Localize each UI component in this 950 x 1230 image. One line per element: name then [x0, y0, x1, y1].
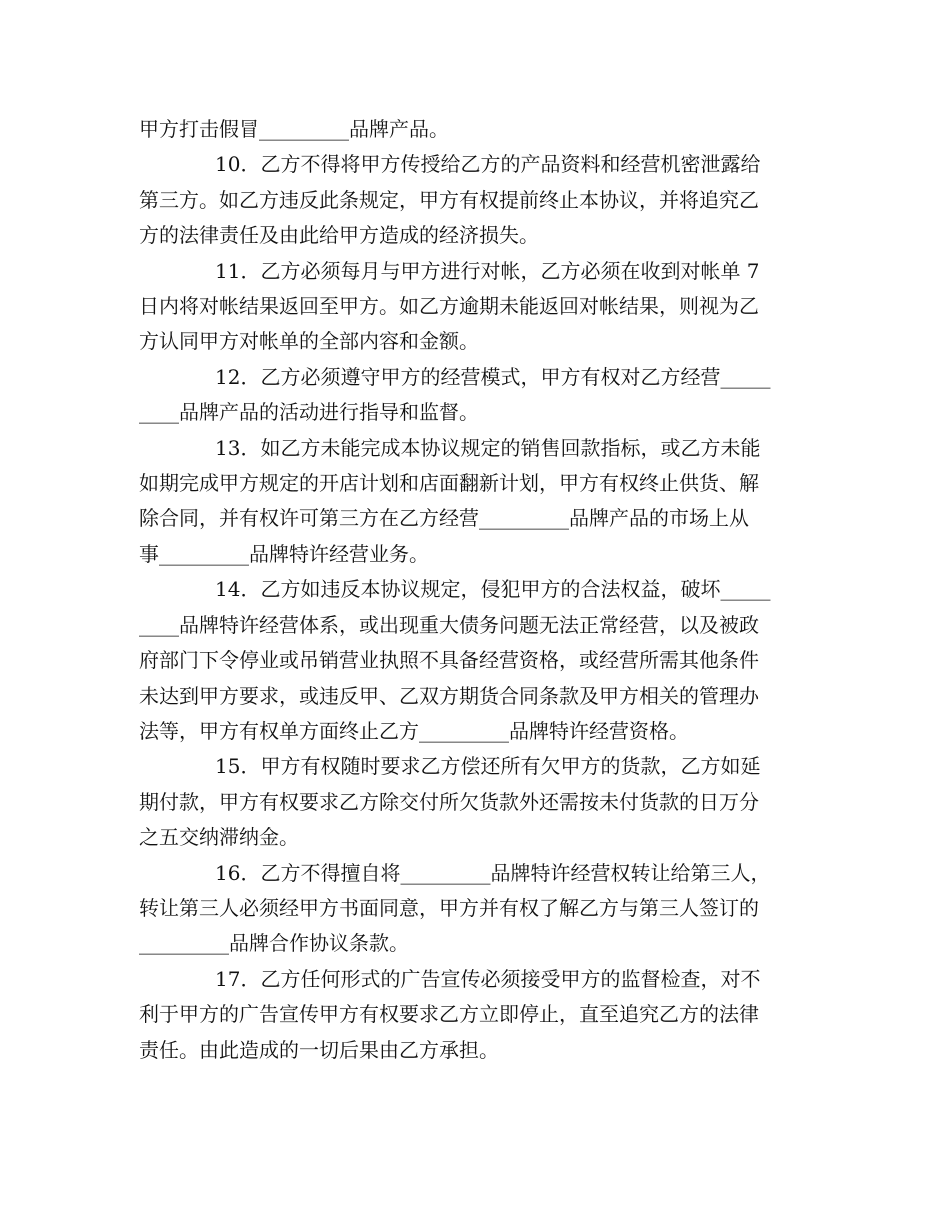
- text-line: 第三方。如乙方违反此条规定，甲方有权提前终止本协议，并将追究乙: [139, 187, 759, 212]
- text-line: 之五交纳滞纳金。: [139, 825, 299, 850]
- text-line: 未达到甲方要求，或违反甲、乙双方期货合同条款及甲方相关的管理办: [139, 683, 759, 708]
- paragraph-17: [139, 962, 813, 1068]
- text-line: 甲方打击假冒_________品牌产品。: [139, 117, 449, 141]
- text-line: 11．乙方必须每月与甲方进行对帐，乙方必须在收到对帐单 7: [215, 258, 760, 283]
- document-body: [139, 112, 813, 1068]
- text-line: 法等，甲方有权单方面终止乙方_________品牌特许经营资格。: [139, 718, 689, 743]
- text-line: 责任。由此造成的一切后果由乙方承担。: [139, 1037, 499, 1062]
- paragraph-9-tail: [139, 112, 813, 147]
- text-line: 17．乙方任何形式的广告宣传必须接受甲方的监督检查，对不: [215, 966, 761, 991]
- text-line: 15．甲方有权随时要求乙方偿还所有欠甲方的货款，乙方如延: [215, 754, 761, 779]
- text-line: 除合同，并有权许可第三方在乙方经营_________品牌产品的市场上从: [139, 506, 749, 531]
- text-line: 期付款，甲方有权要求乙方除交付所欠货款外还需按未付货款的日万分: [139, 789, 759, 814]
- paragraph-15: [139, 749, 813, 855]
- text-line: 14．乙方如违反本协议规定，侵犯甲方的合法权益，破坏_____: [215, 577, 771, 602]
- text-line: 转让第三人必须经甲方书面同意，甲方并有权了解乙方与第三人签订的: [139, 895, 759, 920]
- text-line: 利于甲方的广告宣传甲方有权要求乙方立即停止，直至追究乙方的法律: [139, 1002, 759, 1027]
- paragraph-11: [139, 254, 813, 360]
- paragraph-16: [139, 856, 813, 962]
- text-line: ____品牌特许经营体系，或出现重大债务问题无法正常经营，以及被政: [139, 612, 759, 637]
- text-line: 13．如乙方未能完成本协议规定的销售回款指标，或乙方未能: [215, 435, 761, 460]
- text-line: 10．乙方不得将甲方传授给乙方的产品资料和经营机密泄露给: [215, 152, 761, 177]
- text-line: 16．乙方不得擅自将_________品牌特许经营权转让给第三人，: [215, 860, 771, 885]
- text-line: _________品牌合作协议条款。: [139, 931, 409, 956]
- paragraph-12: [139, 360, 813, 431]
- text-line: ____品牌产品的活动进行指导和监督。: [139, 400, 479, 425]
- paragraph-14: [139, 572, 813, 749]
- text-line: 日内将对帐结果返回至甲方。如乙方逾期未能返回对帐结果，则视为乙: [139, 294, 759, 319]
- paragraph-10: [139, 147, 813, 253]
- text-line: 方的法律责任及由此给甲方造成的经济损失。: [139, 223, 539, 248]
- text-line: 府部门下令停业或吊销营业执照不具备经营资格，或经营所需其他条件: [139, 648, 759, 673]
- text-line: 方认同甲方对帐单的全部内容和金额。: [139, 329, 479, 354]
- text-line: 事_________品牌特许经营业务。: [139, 541, 429, 566]
- text-line: 如期完成甲方规定的开店计划和店面翻新计划，甲方有权终止供货、解: [139, 471, 759, 496]
- paragraph-13: [139, 431, 813, 573]
- text-line: 12．乙方必须遵守甲方的经营模式，甲方有权对乙方经营_____: [215, 364, 771, 389]
